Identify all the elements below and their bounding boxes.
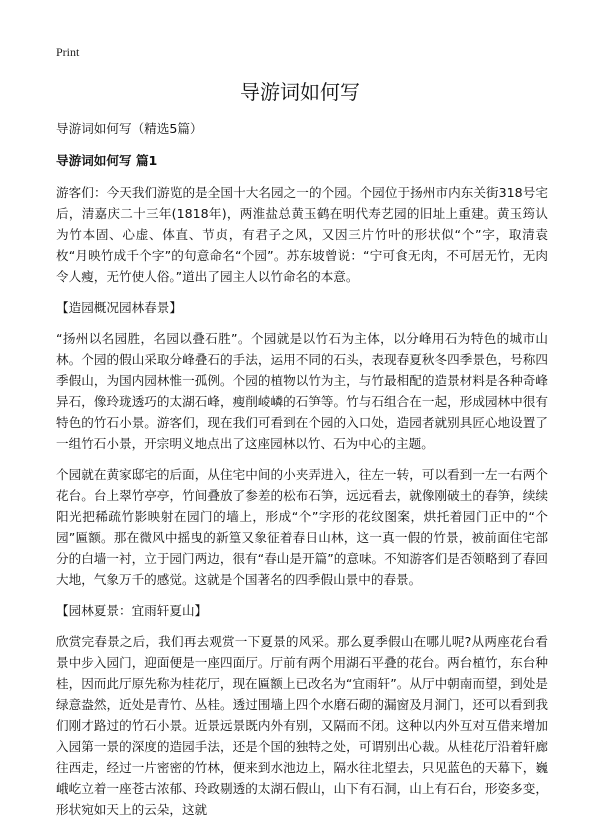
paragraph-overview: “扬州以名园胜，名园以叠石胜”。个园就是以竹石为主体，以分峰用石为特色的城市山林。个园的假山采取分峰叠石的手法，运用不同的石头，表现春夏秋冬四季景色，号称四季假山，为国内园林惟一孤例。个园的植物以竹为主，与竹最相配的造景材料是各种奇峰异石，像玲珑透巧的太湖石峰，瘦削崚嶙的石笋等。竹与石组合在一起，形成园林中很有特色的竹石小景。游客们，现在我们可看到在个园的入口处，造园者就别具匠心地设置了一组竹石小景，开宗明义地点出了这座园林以竹、石为中心的主题。 (56, 331, 548, 451)
heading-spring: 【造园概况园林春景】 (56, 300, 182, 315)
paragraph-spring: 个园就在黄家邸宅的后面，从住宅中间的小夹弄进入，往左一转，可以看到一左一右两个花台。台上翠竹亭亭，竹间叠放了参差的松布石笋，远远看去，就像刚破土的春笋，续续阳光把稀疏竹影映射在园门的墙上，形成“个”字形的花纹图案，烘托着园门正中的“个园”匾额。那在微风中摇曳的新篁又象征着春日山林，这一真一假的竹景，被前面住宅部分的白墙一衬，立于园门两边，很有“春山是开篇”的意味。不知游客们是否领略到了春回大地，气象万千的感觉。这就是个国著名的四季假山景中的春景。 (56, 467, 548, 587)
print-link[interactable]: Print (56, 45, 80, 59)
paragraph-summer: 欣赏完春景之后，我们再去观赏一下夏景的风采。那么夏季假山在哪儿呢?从两座花台看景中步入园门，迎面便是一座四面厅。厅前有两个用湖石平叠的花台。两台植竹，东台种桂，因而此厅原先称为桂花厅，现在匾额上已改名为“宜雨轩”。从厅中朝南而望，到处是绿意盎然，近处是青竹、丛桂。透过围墙上四个水磨石砌的漏窗及月洞门，还可以看到我们刚才路过的竹石小景。近景远景既内外有别，又隔而不闭。这种以内外互对互借来增加入园第一景的深度的造园手法，还是个国的独特之处，可谓别出心裁。从桂花厅沿着轩廊往西走，经过一片密密的竹林，便来到水池边上，隔水往北望去，只见蓝色的天幕下，巍峨屹立着一座苍古浓郁、玲政剔透的太湖石假山，山下有石洞，山上有石台，形姿多变，形状宛如天上的云朵，这就 (56, 634, 548, 817)
heading-summer: 【园林夏景：宜雨轩夏山】 (56, 603, 208, 618)
document-subtitle: 导游词如何写（精选5篇） (56, 121, 203, 136)
paragraph-intro: 游客们：今天我们游览的是全国十大名园之一的个园。个园位于扬州市内东关街318号宅后，清嘉庆二十三年(1818年)，两淮盐总黄玉鹤在明代寿艺园的旧址上重建。黄玉筠认为竹本固、心虚、体直、节贞，有君子之风，又因三片竹叶的形状似“个”字，取清袁枚“月映竹成千个字”的句意命名“个园”。苏东坡曾说：“宁可食无肉，不可居无竹，无肉令人瘦，无竹使人俗。”道出了园主人以竹命名的本意。 (56, 185, 548, 284)
section-title: 导游词如何写 篇1 (56, 153, 158, 168)
document-title: 导游词如何写 (240, 80, 360, 104)
document-body (56, 118, 548, 830)
